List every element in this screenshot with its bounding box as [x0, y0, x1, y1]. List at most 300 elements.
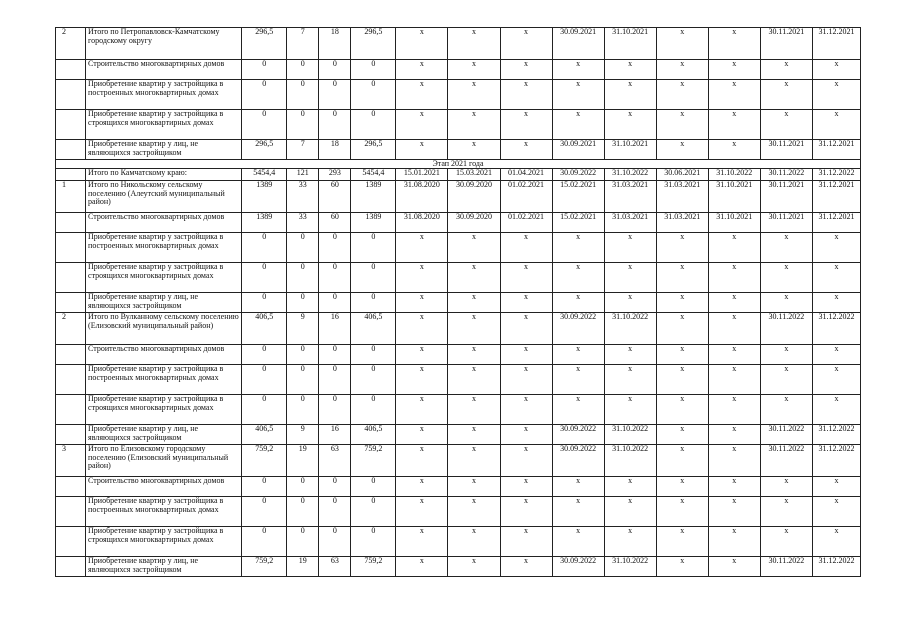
value-cell: 0: [287, 395, 319, 425]
row-number-cell: [56, 169, 86, 181]
value-cell: 0: [287, 80, 319, 110]
value-cell: х: [604, 293, 656, 313]
value-cell: 0: [242, 80, 287, 110]
value-cell: 63: [319, 445, 351, 477]
value-cell: х: [448, 263, 500, 293]
value-cell: 30.11.2022: [760, 445, 812, 477]
value-cell: 31.12.2022: [812, 169, 860, 181]
row-name-cell: Строительство многоквартирных домов: [86, 60, 242, 80]
value-cell: 0: [287, 60, 319, 80]
row-number-cell: [56, 497, 86, 527]
schedule-table: [55, 27, 861, 577]
value-cell: х: [656, 477, 708, 497]
table-row: [56, 477, 861, 497]
value-cell: х: [708, 365, 760, 395]
value-cell: х: [760, 477, 812, 497]
value-cell: 0: [287, 527, 319, 557]
value-cell: 31.10.2022: [604, 445, 656, 477]
value-cell: 9: [287, 313, 319, 345]
value-cell: х: [500, 425, 552, 445]
table-row: [56, 28, 861, 60]
value-cell: х: [656, 313, 708, 345]
value-cell: х: [396, 527, 448, 557]
value-cell: х: [760, 293, 812, 313]
value-cell: 0: [351, 60, 396, 80]
row-number-cell: [56, 395, 86, 425]
value-cell: 30.11.2021: [760, 213, 812, 233]
value-cell: 31.12.2021: [812, 181, 860, 213]
value-cell: х: [812, 80, 860, 110]
value-cell: х: [656, 395, 708, 425]
value-cell: 31.12.2022: [812, 425, 860, 445]
table-row: [56, 497, 861, 527]
value-cell: х: [448, 60, 500, 80]
value-cell: 0: [319, 497, 351, 527]
value-cell: х: [448, 345, 500, 365]
value-cell: 30.09.2022: [552, 313, 604, 345]
value-cell: 16: [319, 313, 351, 345]
value-cell: 1389: [242, 181, 287, 213]
table-row: [56, 445, 861, 477]
value-cell: 33: [287, 213, 319, 233]
value-cell: 0: [319, 477, 351, 497]
value-cell: 63: [319, 557, 351, 577]
value-cell: 0: [287, 477, 319, 497]
row-number-cell: 2: [56, 313, 86, 345]
value-cell: х: [656, 263, 708, 293]
value-cell: х: [760, 527, 812, 557]
value-cell: 0: [242, 497, 287, 527]
value-cell: х: [656, 60, 708, 80]
value-cell: х: [552, 497, 604, 527]
value-cell: х: [708, 110, 760, 140]
row-number-cell: [56, 365, 86, 395]
row-number-cell: [56, 477, 86, 497]
value-cell: 30.11.2022: [760, 557, 812, 577]
value-cell: х: [760, 60, 812, 80]
value-cell: 0: [287, 110, 319, 140]
table-row: [56, 169, 861, 181]
value-cell: х: [604, 497, 656, 527]
value-cell: 406,5: [242, 313, 287, 345]
row-number-cell: 3: [56, 445, 86, 477]
value-cell: 30.06.2021: [656, 169, 708, 181]
table-row: [56, 140, 861, 160]
value-cell: х: [812, 365, 860, 395]
value-cell: 0: [319, 60, 351, 80]
value-cell: х: [760, 365, 812, 395]
row-number-cell: [56, 527, 86, 557]
value-cell: х: [760, 80, 812, 110]
value-cell: х: [604, 365, 656, 395]
row-number-cell: [56, 557, 86, 577]
value-cell: х: [396, 28, 448, 60]
value-cell: х: [604, 345, 656, 365]
row-number-cell: [56, 110, 86, 140]
value-cell: 5454,4: [242, 169, 287, 181]
value-cell: х: [760, 110, 812, 140]
row-number-cell: [56, 80, 86, 110]
value-cell: х: [448, 477, 500, 497]
value-cell: 15.01.2021: [396, 169, 448, 181]
value-cell: 0: [351, 233, 396, 263]
value-cell: х: [448, 425, 500, 445]
value-cell: х: [812, 263, 860, 293]
value-cell: х: [708, 425, 760, 445]
table-row: [56, 110, 861, 140]
value-cell: 31.12.2022: [812, 313, 860, 345]
value-cell: 0: [242, 233, 287, 263]
value-cell: х: [708, 477, 760, 497]
value-cell: 31.03.2021: [604, 213, 656, 233]
table-row: [56, 425, 861, 445]
value-cell: 1389: [351, 181, 396, 213]
value-cell: 5454,4: [351, 169, 396, 181]
value-cell: х: [448, 313, 500, 345]
value-cell: х: [708, 28, 760, 60]
value-cell: 31.12.2021: [812, 213, 860, 233]
value-cell: х: [760, 345, 812, 365]
value-cell: х: [812, 395, 860, 425]
value-cell: 31.12.2021: [812, 28, 860, 60]
value-cell: х: [448, 28, 500, 60]
value-cell: х: [656, 140, 708, 160]
value-cell: 9: [287, 425, 319, 445]
value-cell: х: [500, 345, 552, 365]
value-cell: 0: [242, 263, 287, 293]
value-cell: х: [604, 80, 656, 110]
value-cell: х: [760, 497, 812, 527]
table-row: [56, 345, 861, 365]
row-name-cell: Строительство многоквартирных домов: [86, 477, 242, 497]
row-name-cell: Приобретение квартир у застройщика в строящихся многоквартирных домах: [86, 263, 242, 293]
value-cell: х: [552, 263, 604, 293]
value-cell: х: [448, 110, 500, 140]
table-row: [56, 395, 861, 425]
row-number-cell: [56, 233, 86, 263]
value-cell: 31.10.2021: [708, 213, 760, 233]
row-name-cell: Приобретение квартир у застройщика в строящихся многоквартирных домах: [86, 527, 242, 557]
value-cell: 31.10.2022: [604, 313, 656, 345]
value-cell: х: [552, 293, 604, 313]
value-cell: 121: [287, 169, 319, 181]
value-cell: 30.09.2022: [552, 425, 604, 445]
value-cell: х: [656, 557, 708, 577]
value-cell: х: [396, 345, 448, 365]
table-row: [56, 263, 861, 293]
value-cell: х: [552, 60, 604, 80]
row-name-cell: Итого по Вулканному сельскому поселению (Елизовский муниципальный район): [86, 313, 242, 345]
table-row: [56, 557, 861, 577]
row-name-cell: Приобретение квартир у застройщика в построенных многоквартирных домах: [86, 233, 242, 263]
value-cell: х: [604, 477, 656, 497]
value-cell: 31.10.2021: [604, 140, 656, 160]
value-cell: х: [552, 527, 604, 557]
value-cell: 0: [242, 365, 287, 395]
value-cell: х: [656, 527, 708, 557]
value-cell: х: [812, 345, 860, 365]
value-cell: 33: [287, 181, 319, 213]
value-cell: х: [500, 445, 552, 477]
value-cell: 30.09.2022: [552, 445, 604, 477]
table-row: [56, 365, 861, 395]
value-cell: 16: [319, 425, 351, 445]
value-cell: х: [812, 527, 860, 557]
value-cell: 0: [242, 477, 287, 497]
row-name-cell: Итого по Никольскому сельскому поселению (Алеутский муниципальный район): [86, 181, 242, 213]
value-cell: 7: [287, 140, 319, 160]
value-cell: 0: [351, 365, 396, 395]
value-cell: 406,5: [351, 313, 396, 345]
value-cell: 30.11.2022: [760, 425, 812, 445]
value-cell: х: [448, 140, 500, 160]
value-cell: 0: [287, 263, 319, 293]
value-cell: 15.03.2021: [448, 169, 500, 181]
value-cell: х: [812, 293, 860, 313]
row-number-cell: [56, 425, 86, 445]
row-name-cell: Приобретение квартир у застройщика в построенных многоквартирных домах: [86, 497, 242, 527]
row-name-cell: Приобретение квартир у застройщика в строящихся многоквартирных домах: [86, 395, 242, 425]
value-cell: х: [656, 110, 708, 140]
value-cell: 7: [287, 28, 319, 60]
value-cell: х: [656, 425, 708, 445]
value-cell: 30.11.2021: [760, 140, 812, 160]
value-cell: 30.09.2021: [552, 140, 604, 160]
value-cell: х: [500, 395, 552, 425]
value-cell: 0: [242, 293, 287, 313]
value-cell: 0: [351, 527, 396, 557]
table-row: [56, 80, 861, 110]
value-cell: 296,5: [351, 28, 396, 60]
value-cell: 0: [319, 345, 351, 365]
value-cell: х: [708, 497, 760, 527]
value-cell: х: [500, 497, 552, 527]
row-number-cell: [56, 213, 86, 233]
value-cell: 30.11.2021: [760, 181, 812, 213]
value-cell: 30.11.2021: [760, 28, 812, 60]
value-cell: х: [500, 263, 552, 293]
value-cell: 31.10.2022: [604, 557, 656, 577]
value-cell: 31.12.2022: [812, 445, 860, 477]
value-cell: х: [708, 313, 760, 345]
value-cell: х: [500, 365, 552, 395]
value-cell: х: [396, 365, 448, 395]
value-cell: х: [396, 293, 448, 313]
value-cell: 30.09.2022: [552, 557, 604, 577]
row-name-cell: Приобретение квартир у застройщика в построенных многоквартирных домах: [86, 365, 242, 395]
value-cell: 31.10.2021: [604, 28, 656, 60]
value-cell: 0: [351, 80, 396, 110]
value-cell: 759,2: [242, 557, 287, 577]
value-cell: 0: [319, 527, 351, 557]
value-cell: х: [448, 445, 500, 477]
value-cell: 0: [242, 527, 287, 557]
value-cell: х: [396, 233, 448, 263]
value-cell: 0: [287, 293, 319, 313]
value-cell: 31.08.2020: [396, 181, 448, 213]
row-name-cell: Приобретение квартир у лиц, не являющихся застройщиком: [86, 425, 242, 445]
row-name-cell: Итого по Петропавловск-Камчатскому городскому округу: [86, 28, 242, 60]
value-cell: х: [500, 477, 552, 497]
value-cell: 0: [351, 110, 396, 140]
value-cell: 0: [351, 263, 396, 293]
value-cell: 31.08.2020: [396, 213, 448, 233]
value-cell: х: [552, 233, 604, 263]
value-cell: х: [656, 345, 708, 365]
value-cell: х: [448, 527, 500, 557]
value-cell: 0: [319, 233, 351, 263]
value-cell: х: [500, 313, 552, 345]
value-cell: 296,5: [242, 28, 287, 60]
value-cell: х: [760, 263, 812, 293]
value-cell: х: [604, 527, 656, 557]
value-cell: 0: [351, 477, 396, 497]
value-cell: х: [448, 497, 500, 527]
row-number-cell: 1: [56, 181, 86, 213]
table-row: [56, 527, 861, 557]
value-cell: 759,2: [351, 445, 396, 477]
value-cell: х: [396, 110, 448, 140]
value-cell: 0: [351, 345, 396, 365]
value-cell: х: [812, 233, 860, 263]
value-cell: х: [708, 80, 760, 110]
value-cell: х: [396, 477, 448, 497]
value-cell: 0: [319, 110, 351, 140]
value-cell: х: [760, 395, 812, 425]
value-cell: х: [500, 233, 552, 263]
value-cell: 0: [351, 293, 396, 313]
row-name-cell: Строительство многоквартирных домов: [86, 213, 242, 233]
value-cell: 0: [319, 80, 351, 110]
value-cell: 31.10.2022: [604, 169, 656, 181]
value-cell: х: [604, 110, 656, 140]
value-cell: х: [500, 28, 552, 60]
value-cell: 0: [319, 263, 351, 293]
value-cell: х: [708, 263, 760, 293]
value-cell: х: [396, 60, 448, 80]
value-cell: х: [708, 140, 760, 160]
value-cell: х: [396, 497, 448, 527]
value-cell: 19: [287, 445, 319, 477]
value-cell: 296,5: [242, 140, 287, 160]
value-cell: х: [500, 293, 552, 313]
value-cell: х: [500, 110, 552, 140]
value-cell: 1389: [351, 213, 396, 233]
value-cell: 0: [319, 395, 351, 425]
value-cell: 18: [319, 28, 351, 60]
row-number-cell: [56, 140, 86, 160]
value-cell: х: [396, 80, 448, 110]
value-cell: 0: [319, 365, 351, 395]
value-cell: 31.10.2022: [604, 425, 656, 445]
value-cell: х: [500, 80, 552, 110]
value-cell: х: [448, 365, 500, 395]
value-cell: 01.02.2021: [500, 181, 552, 213]
value-cell: 759,2: [351, 557, 396, 577]
value-cell: х: [708, 557, 760, 577]
value-cell: х: [396, 263, 448, 293]
value-cell: 31.03.2021: [656, 181, 708, 213]
value-cell: х: [500, 527, 552, 557]
row-name-cell: Итого по Камчатскому краю:: [86, 169, 242, 181]
value-cell: 0: [242, 110, 287, 140]
stage-heading: Этап 2021 года: [56, 160, 861, 169]
value-cell: 31.03.2021: [656, 213, 708, 233]
value-cell: 1389: [242, 213, 287, 233]
value-cell: х: [656, 233, 708, 263]
value-cell: х: [604, 60, 656, 80]
value-cell: х: [656, 365, 708, 395]
stage-row: [56, 160, 861, 169]
table-row: [56, 213, 861, 233]
table-row: [56, 293, 861, 313]
value-cell: 406,5: [351, 425, 396, 445]
row-name-cell: Приобретение квартир у лиц, не являющихся застройщиком: [86, 557, 242, 577]
value-cell: х: [396, 313, 448, 345]
value-cell: х: [708, 395, 760, 425]
value-cell: 0: [287, 365, 319, 395]
value-cell: х: [500, 140, 552, 160]
value-cell: 0: [287, 345, 319, 365]
row-name-cell: Итого по Елизовскому городскому поселению (Елизовский муниципальный район): [86, 445, 242, 477]
value-cell: х: [396, 140, 448, 160]
row-number-cell: [56, 293, 86, 313]
row-number-cell: [56, 60, 86, 80]
value-cell: х: [656, 497, 708, 527]
value-cell: х: [604, 263, 656, 293]
row-name-cell: Приобретение квартир у лиц, не являющихся застройщиком: [86, 293, 242, 313]
value-cell: х: [604, 233, 656, 263]
row-number-cell: 2: [56, 28, 86, 60]
value-cell: 15.02.2021: [552, 213, 604, 233]
value-cell: х: [448, 557, 500, 577]
value-cell: х: [448, 233, 500, 263]
value-cell: 296,5: [351, 140, 396, 160]
value-cell: 15.02.2021: [552, 181, 604, 213]
value-cell: 18: [319, 140, 351, 160]
value-cell: х: [708, 60, 760, 80]
value-cell: х: [812, 60, 860, 80]
value-cell: 0: [351, 395, 396, 425]
value-cell: 60: [319, 213, 351, 233]
value-cell: 30.09.2022: [552, 169, 604, 181]
table-row: [56, 313, 861, 345]
value-cell: х: [708, 293, 760, 313]
value-cell: х: [708, 527, 760, 557]
value-cell: х: [552, 110, 604, 140]
value-cell: х: [812, 477, 860, 497]
value-cell: х: [552, 365, 604, 395]
value-cell: 31.10.2022: [708, 169, 760, 181]
value-cell: х: [552, 345, 604, 365]
value-cell: х: [500, 557, 552, 577]
row-name-cell: Строительство многоквартирных домов: [86, 345, 242, 365]
value-cell: х: [396, 395, 448, 425]
value-cell: 31.10.2021: [708, 181, 760, 213]
row-name-cell: Приобретение квартир у застройщика в строящихся многоквартирных домах: [86, 110, 242, 140]
value-cell: х: [656, 445, 708, 477]
value-cell: х: [760, 233, 812, 263]
value-cell: 0: [287, 233, 319, 263]
value-cell: 31.12.2022: [812, 557, 860, 577]
value-cell: х: [552, 477, 604, 497]
value-cell: х: [656, 293, 708, 313]
value-cell: 759,2: [242, 445, 287, 477]
value-cell: 19: [287, 557, 319, 577]
value-cell: 30.11.2022: [760, 313, 812, 345]
value-cell: 31.03.2021: [604, 181, 656, 213]
value-cell: х: [552, 80, 604, 110]
